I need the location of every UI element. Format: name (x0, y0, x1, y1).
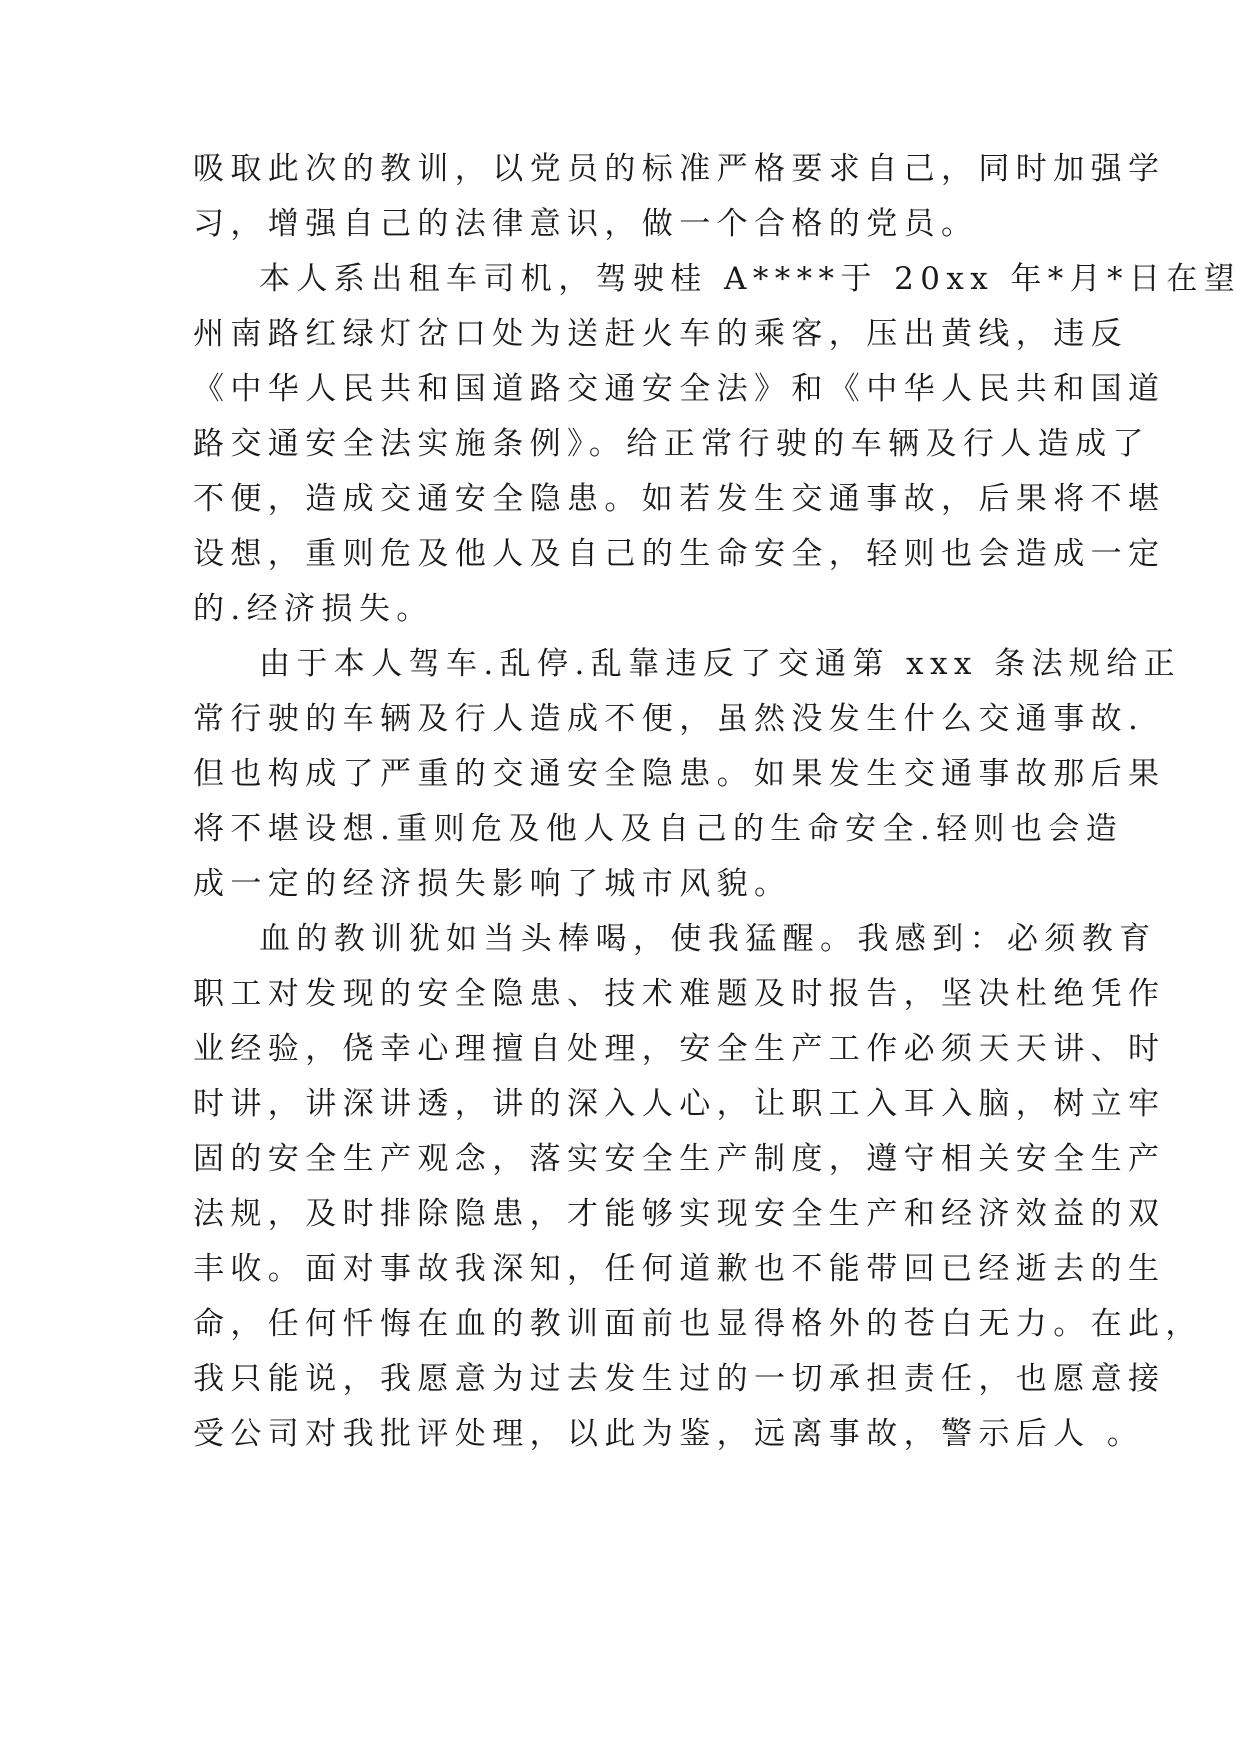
text-line: 的.经济损失。 (193, 591, 434, 627)
text-line: 习，增强自己的法律意识，做一个合格的党员。 (193, 206, 979, 242)
text-line: 《中华人民共和国道路交通安全法》和《中华人民共和国道 (193, 371, 1166, 407)
text-line: 本人系出租车司机，驾驶桂 A****于 20xx 年*月*日在望 (259, 261, 1241, 297)
text-line: 受公司对我批评处理，以此为鉴，远离事故，警示后人 。 (193, 1416, 1145, 1452)
text-line: 法规，及时排除隐患，才能够实现安全生产和经济效益的双 (193, 1196, 1166, 1232)
text-line: 州南路红绿灯岔口处为送赶火车的乘客，压出黄线，违反 (193, 316, 1128, 352)
text-line: 业经验，侥幸心理擅自处理，安全生产工作必须天天讲、时 (193, 1031, 1166, 1067)
text-line: 丰收。面对事故我深知，任何道歉也不能带回已经逝去的生 (193, 1251, 1166, 1287)
text-line: 成一定的经济损失影响了城市风貌。 (193, 866, 792, 902)
text-line: 路交通安全法实施条例》。给正常行驶的车辆及行人造成了 (193, 426, 1150, 462)
text-line: 吸取此次的教训，以党员的标准严格要求自己，同时加强学 (193, 151, 1166, 187)
text-line: 时讲，讲深讲透，讲的深入人心，让职工入耳入脑，树立牢 (193, 1086, 1166, 1122)
text-line: 命，任何忏悔在血的教训面前也显得格外的苍白无力。在此， (193, 1306, 1203, 1342)
text-line: 固的安全生产观念，落实安全生产制度，遵守相关安全生产 (193, 1141, 1166, 1177)
text-line: 设想，重则危及他人及自己的生命安全，轻则也会造成一定 (193, 536, 1166, 572)
text-line: 血的教训犹如当头棒喝，使我猛醒。我感到：必须教育 (259, 921, 1157, 957)
text-line: 不便，造成交通安全隐患。如若发生交通事故，后果将不堪 (193, 481, 1166, 517)
text-line: 我只能说，我愿意为过去发生过的一切承担责任，也愿意接 (193, 1361, 1166, 1397)
text-line: 由于本人驾车.乱停.乱靠违反了交通第 xxx 条法规给正 (259, 646, 1182, 682)
text-line: 将不堪设想.重则危及他人及自己的生命安全.轻则也会造 (193, 811, 1124, 847)
text-line: 常行驶的车辆及行人造成不便，虽然没发生什么交通事故. (193, 701, 1145, 737)
text-line: 职工对发现的安全隐患、技术难题及时报告，坚决杜绝凭作 (193, 976, 1166, 1012)
text-line: 但也构成了严重的交通安全隐患。如果发生交通事故那后果 (193, 756, 1166, 792)
